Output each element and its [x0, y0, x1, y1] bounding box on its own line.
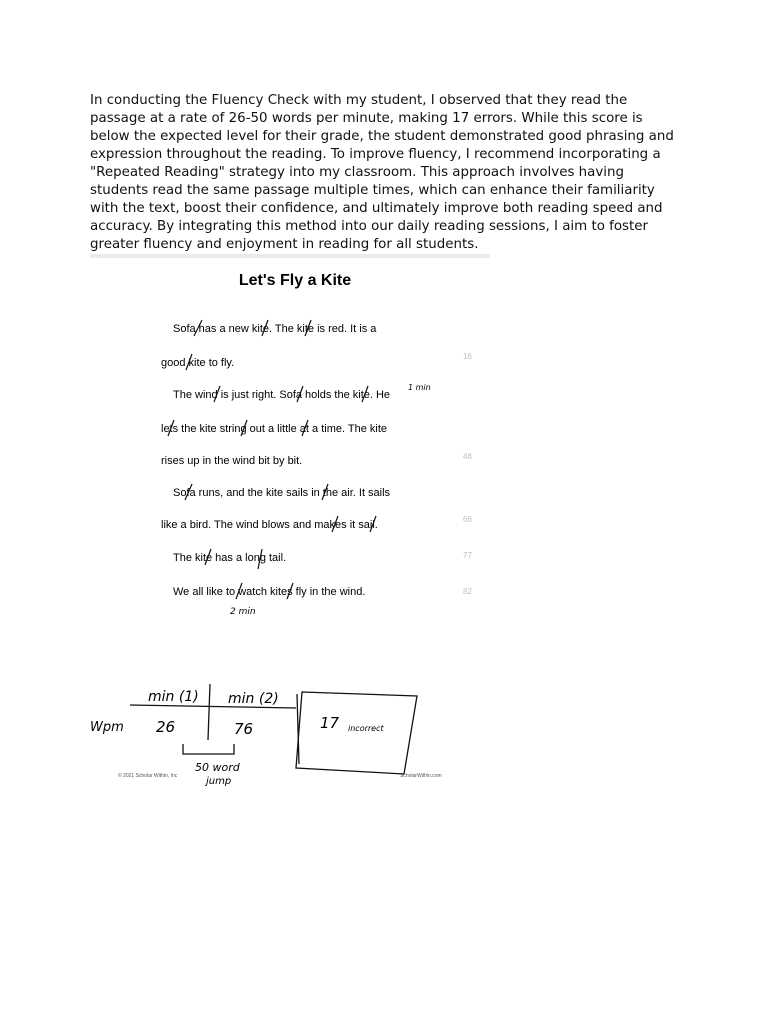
- worksheet-copyright: © 2021 Scholar Within, Inc: [118, 773, 178, 779]
- word-count: 82: [463, 587, 472, 596]
- worksheet-title: Let's Fly a Kite: [238, 272, 352, 289]
- passage-line: Sofa runs, and the kite sails in the air. It sails: [173, 487, 391, 499]
- scan-edge: [90, 254, 490, 258]
- row-label-wpm: Wpm: [90, 720, 124, 735]
- passage-line: The wind is just right. Sofa holds the kite. He: [173, 389, 391, 401]
- worksheet-svg: [90, 254, 490, 794]
- word-count: 16: [463, 352, 472, 361]
- passage-line: lets the kite string out a little at a time. The kite: [161, 423, 388, 435]
- wpm-min1-value: 26: [156, 718, 176, 736]
- col-header-min1: min (1): [148, 689, 199, 705]
- two-minute-note: 2 min: [230, 607, 256, 617]
- word-count: 46: [463, 452, 472, 461]
- jump-note-line1: 50 word: [195, 761, 240, 774]
- passage-line: We all like to watch kites fly in the wind.: [173, 586, 366, 598]
- error-count: 17: [320, 714, 340, 732]
- one-minute-note: 1 min: [408, 383, 431, 392]
- passage-line: rises up in the wind bit by bit.: [161, 455, 303, 467]
- error-label: incorrect: [348, 724, 384, 733]
- worksheet-scan: [90, 254, 490, 794]
- word-count: 66: [463, 515, 472, 524]
- col-header-min2: min (2): [228, 691, 279, 707]
- passage-line: The kite has a long tail.: [173, 552, 287, 564]
- worksheet-website: ScholarWithin.com: [400, 773, 442, 779]
- passage-line: good kite to fly.: [161, 357, 235, 369]
- jump-note-line2: jump: [206, 776, 232, 787]
- passage-line: Sofa has a new kite. The kite is red. It is a: [173, 323, 377, 335]
- word-count: 77: [463, 551, 472, 560]
- wpm-min2-value: 76: [234, 720, 254, 738]
- reflection-paragraph: In conducting the Fluency Check with my student, I observed that they read the passage at a rate of 26-50 words per minute, making 17 errors. While this score is below the expected level for their grade, the student demonstrated good phrasing and expression throughout the reading. To improve fluency, I recommend incorporating a "Repeated Reading" strategy into my classroom. This approach involves having students read the same passage multiple times, which can enhance their familiarity with the text, boost their confidence, and ultimately improve both reading speed and accuracy. By integrating this method into our daily reading sessions, I aim to foster greater fluency and enjoyment in reading for all students.: [90, 93, 674, 252]
- passage-line: like a bird. The wind blows and makes it sail.: [161, 519, 378, 531]
